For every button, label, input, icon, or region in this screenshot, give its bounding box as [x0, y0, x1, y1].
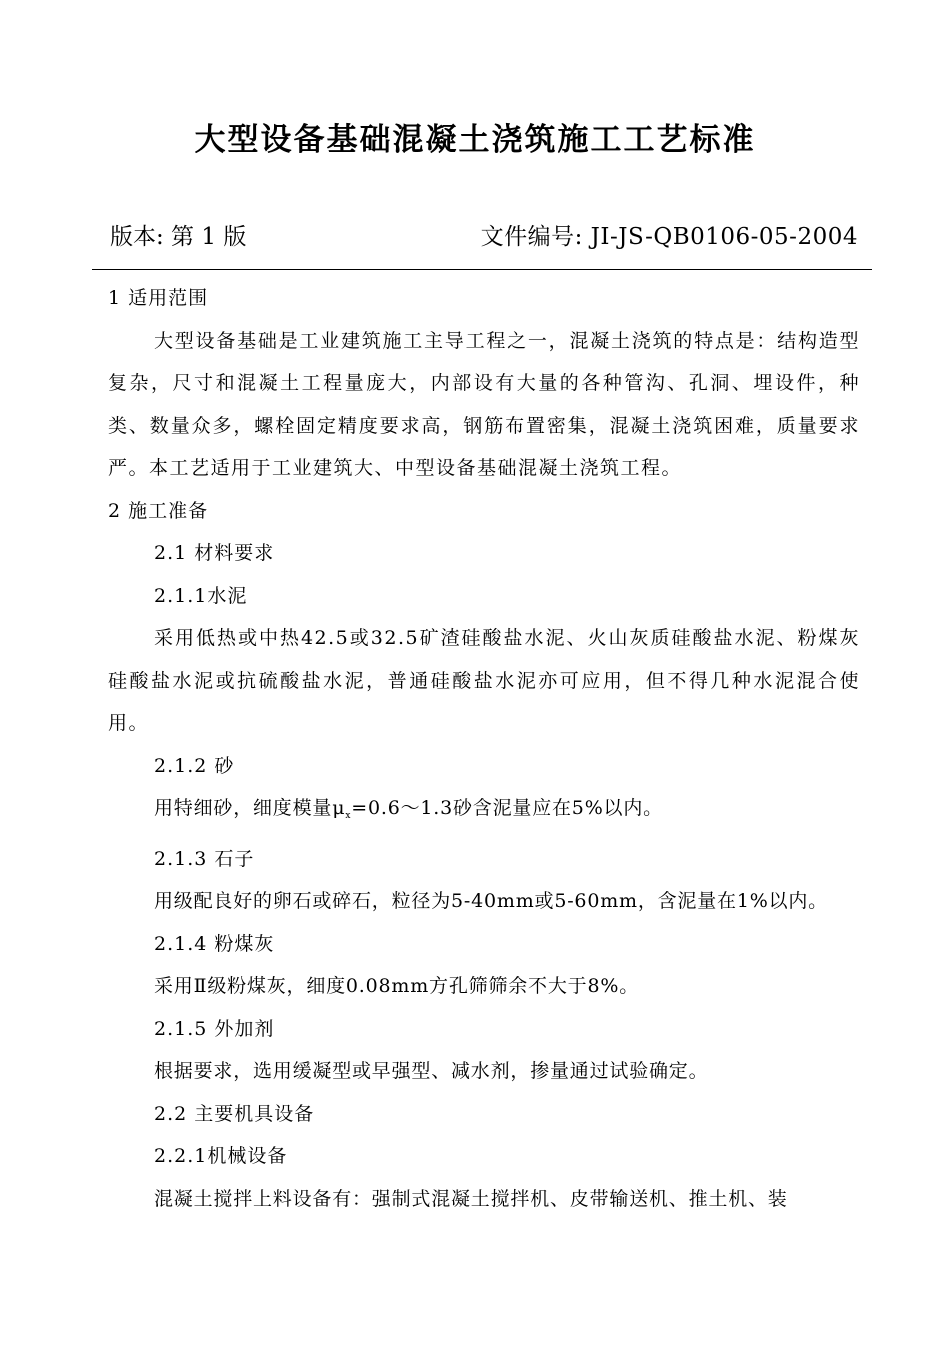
section-heading-2-1: 2.1 材料要求 [154, 542, 275, 564]
section-heading-2-1-2: 2.1.2 砂 [154, 754, 235, 777]
section-1-paragraph: 大型设备基础是工业建筑施工主导工程之一，混凝土浇筑的特点是：结构造型复杂，尺寸和混凝土工程量庞大，内部设有大量的各种管沟、孔洞、埋设件，种类、数量众多，螺栓固定精度要求高，钢筋布置密集，混凝土浇筑困难，质量要求严。本工艺适用于工业建筑大、中型设备基础混凝土浇筑工程。 [108, 329, 860, 479]
mu-subscript: x [345, 811, 352, 821]
header-divider [92, 269, 872, 270]
section-2-1-1-paragraph: 采用低热或中热42.5或32.5矿渣硅酸盐水泥、火山灰质硅酸盐水泥、粉煤灰硅酸盐水泥或抗硫酸盐水泥，普通硅酸盐水泥亦可应用，但不得几种水泥混合使用。 [108, 627, 860, 734]
section-heading-2-2-1: 2.2.1机械设备 [154, 1145, 288, 1167]
section-heading-1: 1 适用范围 [108, 287, 209, 309]
section-heading-2: 2 施工准备 [108, 499, 209, 522]
sand-text-b: =0.6～1.3砂含泥量应在5%以内。 [351, 797, 663, 819]
sand-text-a: 用特细砂，细度模量μ [154, 797, 346, 819]
section-2-1-5-paragraph: 根据要求，选用缓凝型或早强型、减水剂，掺量通过试验确定。 [154, 1060, 709, 1082]
document-body [108, 277, 860, 1220]
document-title: 大型设备基础混凝土浇筑施工工艺标准 [194, 122, 756, 158]
section-heading-2-1-1: 2.1.1水泥 [154, 584, 248, 607]
section-2-2-1-paragraph: 混凝土搅拌上料设备有：强制式混凝土搅拌机、皮带输送机、推土机、装 [154, 1187, 788, 1210]
section-heading-2-1-4: 2.1.4 粉煤灰 [154, 932, 275, 955]
version-label: 版本: 第 1 版 [110, 224, 247, 250]
section-2-1-2-paragraph [108, 787, 860, 838]
section-2-1-4-paragraph: 采用Ⅱ级粉煤灰，细度0.08mm方孔筛筛余不大于8%。 [154, 975, 639, 997]
section-heading-2-2: 2.2 主要机具设备 [154, 1102, 315, 1125]
document-number: 文件编号: JI-JS-QB0106-05-2004 [480, 224, 858, 250]
section-heading-2-1-5: 2.1.5 外加剂 [154, 1017, 275, 1040]
section-heading-2-1-3: 2.1.3 石子 [154, 847, 255, 870]
section-2-1-3-paragraph: 用级配良好的卵石或碎石，粒径为5-40mm或5-60mm，含泥量在1%以内。 [154, 890, 828, 912]
